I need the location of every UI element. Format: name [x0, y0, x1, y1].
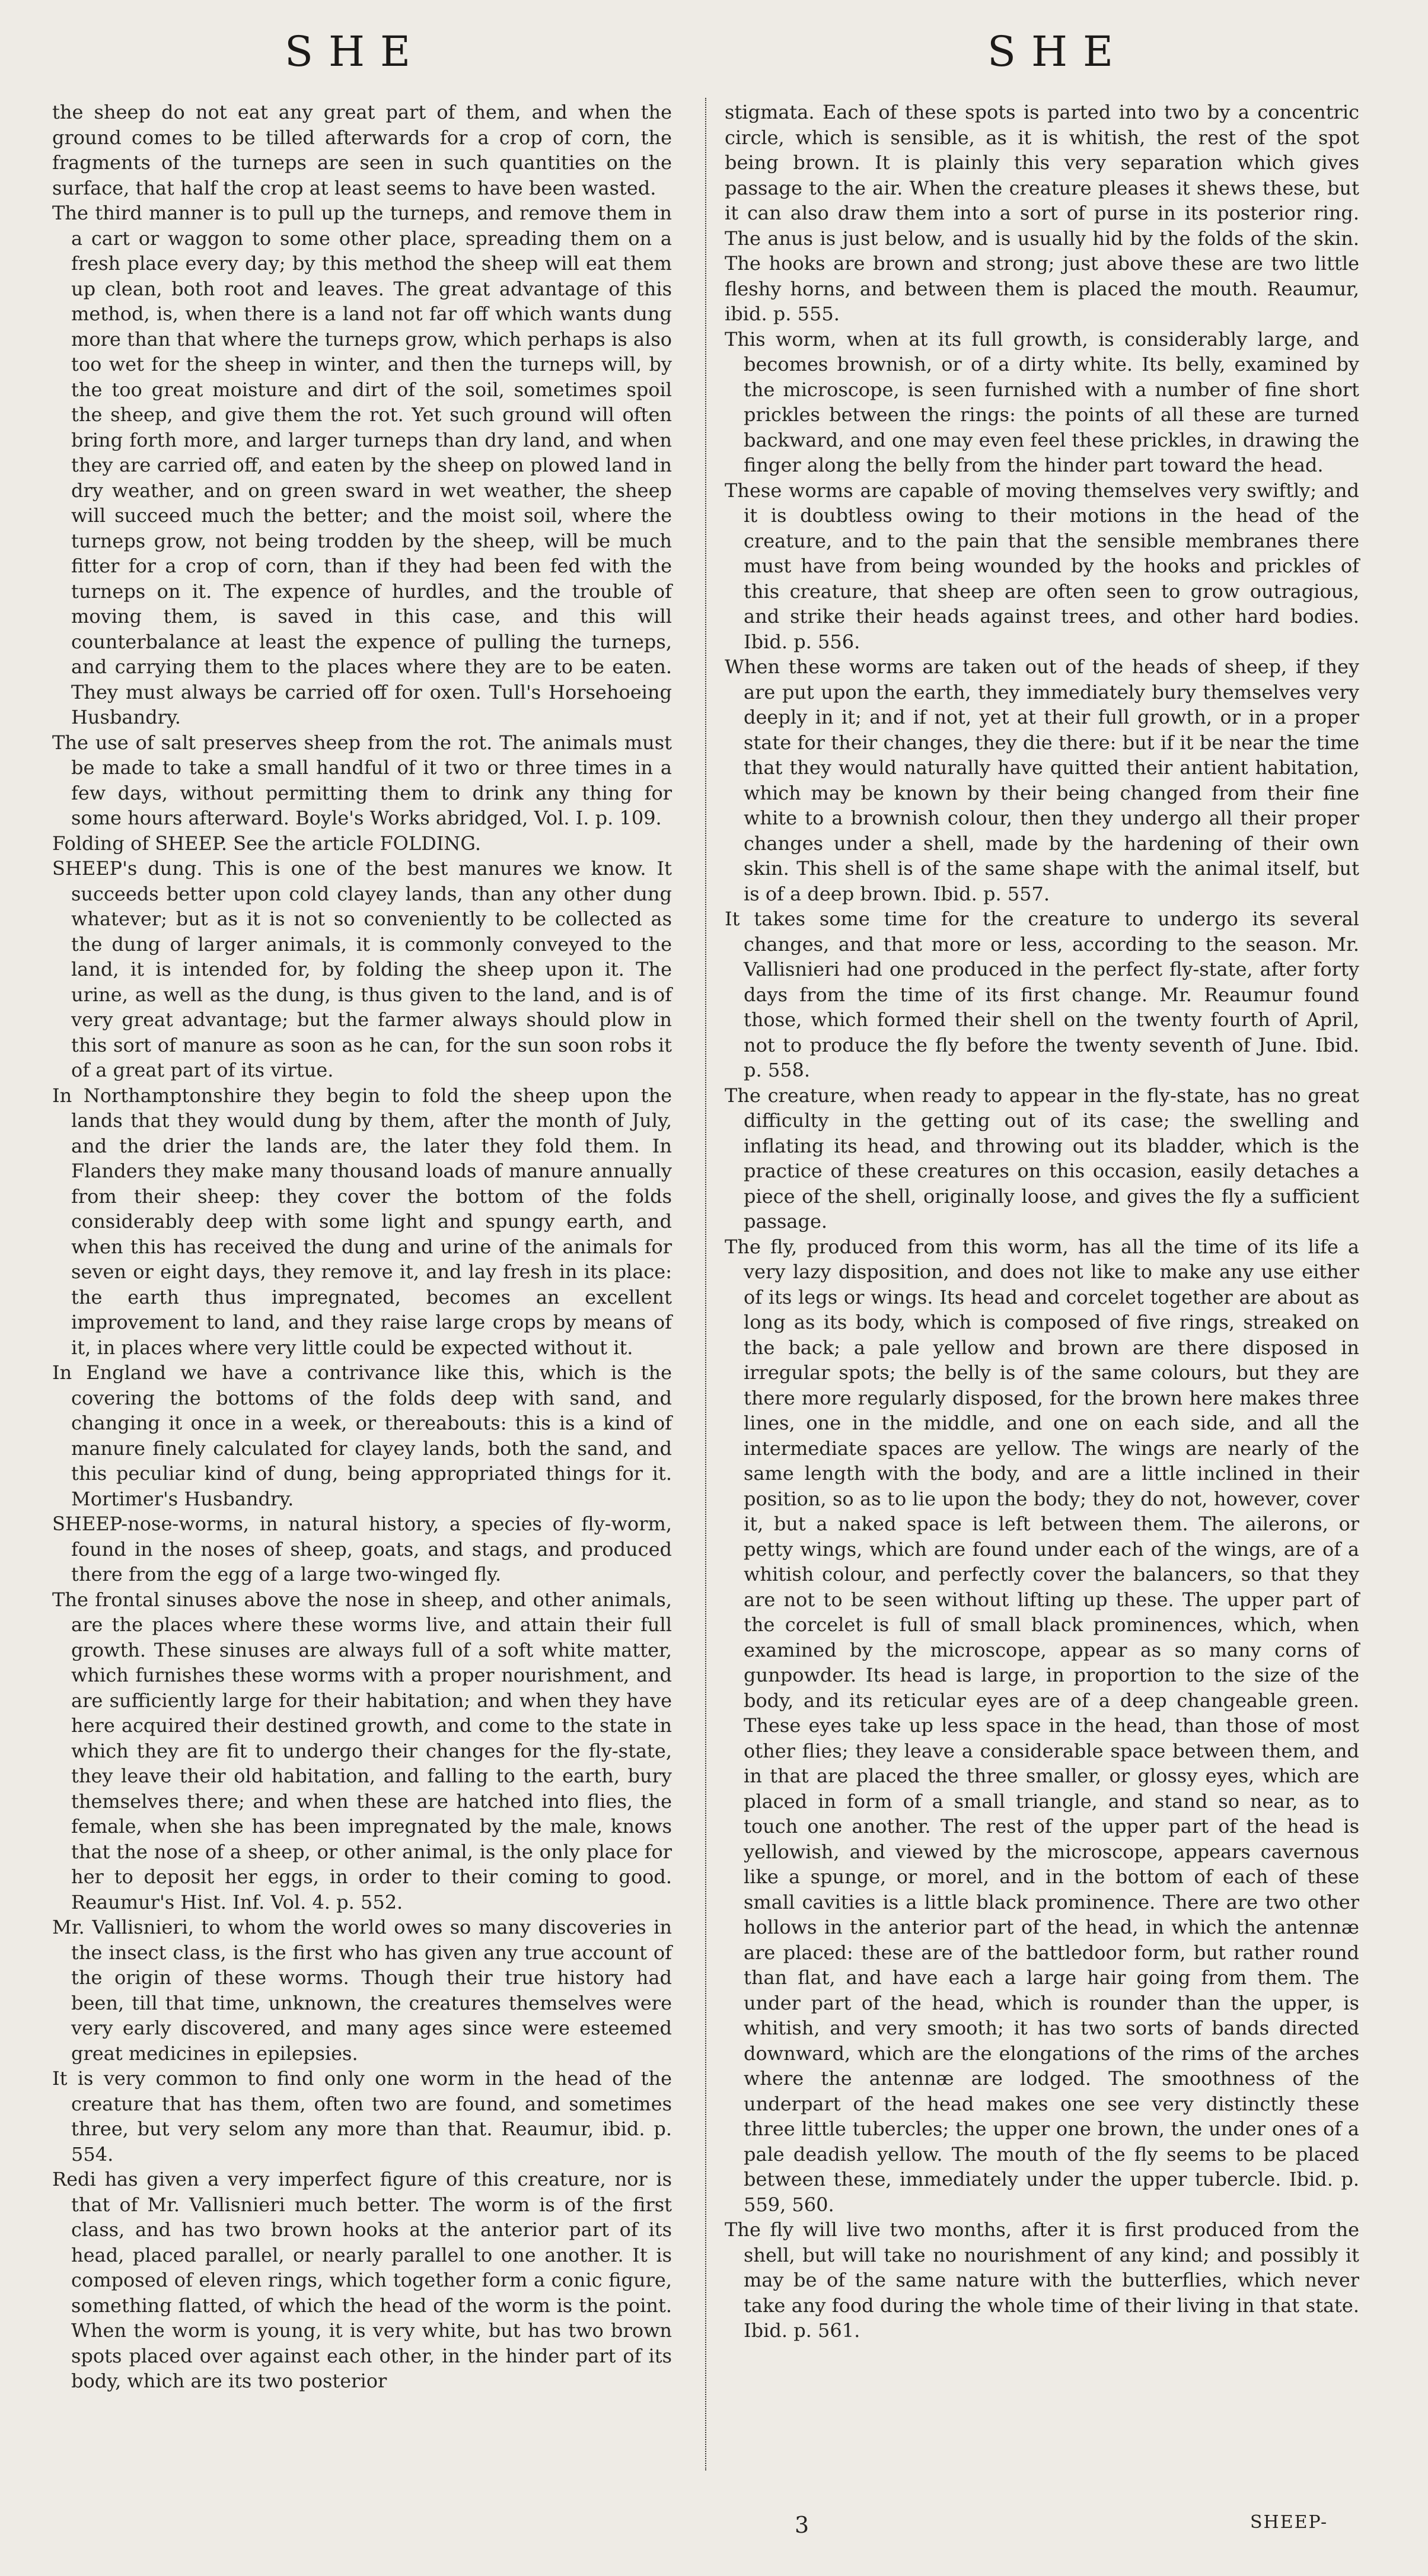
paragraph: The fly will live two months, after it is first produced from the shell, but will take no nourishment of any kind; and possibly it may be of the same nature with the butterflies, which never take any food during the whole time of their living in that state. Ibid. p. 561. — [725, 2218, 1359, 2342]
paragraph: The fly, produced from this worm, has all the time of its life a very lazy disposition, and does not like to make any use either of its legs or wings. Its head and corcelet together are about as long as its body, which is composed of five rings, streaked on the back; a pale yellow and brown are there disposed in irregular spots; the belly is of the same colours, but they are there more regularly disposed, for the brown here makes three lines, one in the middle, and one on each side, and all the intermediate spaces are yellow. The wings are nearly of the same length with the body, and are a little inclined in their position, so as to lie upon the body; they do not, however, cover it, but a naked space is left between them. The ailerons, or petty wings, which are found under each of the wings, are of a whitish colour, and perfectly cover the balancers, so that they are not to be seen without lifting up these. The upper part of the corcelet is full of small black prominences, which, when examined by the microscope, appear as so many corns of gunpowder. Its head is large, in proportion to the size of the body, and its reticular eyes are of a deep changeable green. These eyes take up less space in the head, than those of most other flies; they leave a considerable space between them, and in that are placed the three smaller, or glossy eyes, which are placed in form of a small triangle, and stand so near, as to touch one another. The rest of the upper part of the head is yellowish, and viewed by the microscope, appears cavernous like a spunge, or morel, and in the bottom of each of these small cavities is a little black prominence. There are two other hollows in the anterior part of the head, in which the antennæ are placed: these are of the battledoor form, but rather round than flat, and have each a large hair going from them. The under part of the head, which is rounder than the upper, is whitish, and very smooth; it has two sorts of bands directed downward, which are the elongations of the rims of the arches where the antennæ are lodged. The smoothness of the underpart of the head makes one see very distinctly these three little tubercles; the upper one brown, the under ones of a pale deadish yellow. The mouth of the fly seems to be placed between these, immediately under the upper tubercle. Ibid. p. 559, 560. — [725, 1235, 1359, 2216]
paragraph: stigmata. Each of these spots is parted into two by a concentric circle, which is sensible, as it is whitish, the rest of the spot being brown. It is plainly this very separation which gives passage to the air. When the creature pleases it shews these, but it can also draw them into a sort of purse in its posterior ring. The anus is just below, and is usually hid by the folds of the skin. The hooks are brown and strong; just above these are two little fleshy horns, and between them is placed the mouth. Reaumur, ibid. p. 555. — [725, 101, 1359, 325]
paragraph: the sheep do not eat any great part of them, and when the ground comes to be tilled afterwards for a crop of corn, the fragments of the turneps are seen in such quantities on the surface, that half the crop at least seems to have been wasted. — [52, 101, 672, 199]
paragraph: In Northamptonshire they begin to fold the sheep upon the lands that they would dung by them, after the month of July, and the drier the lands are, the later they fold them. In Flanders they make many thousand loads of manure annually from their sheep: they cover the bottom of the folds considerably deep with some light and spungy earth, and when this has received the dung and urine of the animals for seven or eight days, they remove it, and lay fresh in its place: the earth thus impregnated, becomes an excellent improvement to land, and they raise large crops by means of it, in places where very little could be expected without it. — [52, 1084, 672, 1359]
paragraph: It takes some time for the creature to undergo its several changes, and that more or less, according to the season. Mr. Vallisnieri had one produced in the perfect fly-state, after forty days from the time of its first change. Mr. Reaumur found those, which formed their shell on the twenty fourth of April, not to produce the fly before the twenty seventh of June. Ibid. p. 558. — [725, 908, 1359, 1081]
paragraph: The use of salt preserves sheep from the rot. The animals must be made to take a small handful of it two or three times in a few days, without permitting them to drink any thing for some hours afterward. Boyle's Works abridged, Vol. I. p. 109. — [52, 731, 672, 829]
right-column — [725, 100, 1359, 2343]
left-running-head: SHE — [285, 27, 426, 76]
column-divider — [705, 98, 706, 2470]
catchword: SHEEP- — [1250, 2512, 1328, 2533]
left-column — [52, 100, 672, 2394]
paragraph: Mr. Vallisnieri, to whom the world owes so many discoveries in the insect class, is the first who has given any true account of the origin of these worms. Though their true history had been, till that time, unknown, the creatures themselves were very early discovered, and many ages since were esteemed great medicines in epilepsies. — [52, 1916, 672, 2065]
page-number: 3 — [795, 2512, 809, 2538]
paragraph: The frontal sinuses above the nose in sheep, and other animals, are the places where these worms live, and attain their full growth. These sinuses are always full of a soft white matter, which furnishes these worms with a proper nourishment, and are sufficiently large for their habitation; and when they have here acquired their destined growth, and come to the state in which they are fit to undergo their changes for the fly-state, they leave their old habitation, and falling to the earth, bury themselves there; and when these are hatched into flies, the female, when she has been impregnated by the male, knows that the nose of a sheep, or other animal, is the only place for her to deposit her eggs, in order to their coming to good. Reaumur's Hist. Inf. Vol. 4. p. 552. — [52, 1588, 672, 1913]
entry-folding-of-sheep: Folding of SHEEP. See the article FOLDING. — [52, 832, 482, 855]
paragraph: The creature, when ready to appear in the fly-state, has no great difficulty in the getting out of its case; the swelling and inflating its head, and throwing out its bladder, which is the practice of these creatures on this occasion, easily detaches a piece of the shell, originally loose, and gives the fly a sufficient passage. — [725, 1084, 1359, 1233]
entry-sheep-nose-worms: SHEEP-nose-worms, in natural history, a species of fly-worm, found in the noses of sheep, goats, and stags, and produced there from the egg of a large two-winged fly. — [52, 1513, 672, 1585]
paragraph: It is very common to find only one worm in the head of the creature that has them, often two are found, and sometimes three, but very selom any more than that. Reaumur, ibid. p. 554. — [52, 2067, 672, 2166]
entry-sheeps-dung: SHEEP's dung. This is one of the best manures we know. It succeeds better upon cold clayey lands, than any other dung whatever; but as it is not so conveniently to be collected as the dung of larger animals, it is commonly conveyed to the land, it is intended for, by folding the sheep upon it. The urine, as well as the dung, is thus given to the land, and is of very great advantage; but the farmer always should plow in this sort of manure as soon as he can, for the sun soon robs it of a great part of its virtue. — [52, 857, 672, 1081]
paragraph: This worm, when at its full growth, is considerably large, and becomes brownish, or of a dirty white. Its belly, examined by the microscope, is seen furnished with a number of fine short prickles between the rings: the points of all these are turned backward, and one may even feel these prickles, in drawing the finger along the belly from the hinder part toward the head. — [725, 327, 1359, 476]
paragraph: When these worms are taken out of the heads of sheep, if they are put upon the earth, they immediately bury themselves very deeply in it; and if not, yet at their full growth, or in a proper state for their changes, they die there: but if it be near the time that they would naturally have quitted their antient habitation, which may be known by their being changed from their fine white to a brownish colour, then they undergo all their proper changes under a shell, made by the hardening of their own skin. This shell is of the same shape with the animal itself, but is of a deep brown. Ibid. p. 557. — [725, 655, 1359, 905]
paragraph: Redi has given a very imperfect figure of this creature, nor is that of Mr. Vallisnieri much better. The worm is of the first class, and has two brown hooks at the anterior part of its head, placed parallel, or nearly parallel to one another. It is composed of eleven rings, which together form a conic figure, something flatted, of which the head of the worm is the point. When the worm is young, it is very white, but has two brown spots placed over against each other, in the hinder part of its body, which are its two posterior — [52, 2168, 672, 2392]
paragraph: These worms are capable of moving themselves very swiftly; and it is doubtless owing to their motions in the head of the creature, and to the pain that the sensible membranes there must have from being wounded by the hooks and prickles of this creature, that sheep are often seen to grow outragious, and strike their heads against trees, and other hard bodies. Ibid. p. 556. — [725, 479, 1359, 653]
paragraph: In England we have a contrivance like this, which is the covering the bottoms of the folds deep with sand, and changing it once in a week, or thereabouts: this is a kind of manure finely calculated for clayey lands, both the sand, and this peculiar kind of dung, being appropriated things for it. Mortimer's Husbandry. — [52, 1361, 672, 1510]
paragraph: The third manner is to pull up the turneps, and remove them in a cart or waggon to some other place, spreading them on a fresh place every day; by this method the sheep will eat them up clean, both root and leaves. The great advantage of this method, is, when there is a land not far off which wants dung more than that where the turneps grow, which perhaps is also too wet for the sheep in winter, and then the turneps will, by the too great moisture and dirt of the soil, sometimes spoil the sheep, and give them the rot. Yet such ground will often bring forth more, and larger turneps than dry land, and when they are carried off, and eaten by the sheep on plowed land in dry weather, and on green sward in wet weather, the sheep will succeed much the better; and the moist soil, where the turneps grow, not being trodden by the sheep, will be much fitter for a crop of corn, than if they had been fed with the turneps on it. The expence of hurdles, and the trouble of moving them, is saved in this case, and this will counterbalance at least the expence of pulling the turneps, and carrying them to the places where they are to be eaten. They must always be carried off for oxen. Tull's Horsehoeing Husbandry. — [52, 202, 672, 728]
right-running-head: SHE — [987, 27, 1129, 76]
